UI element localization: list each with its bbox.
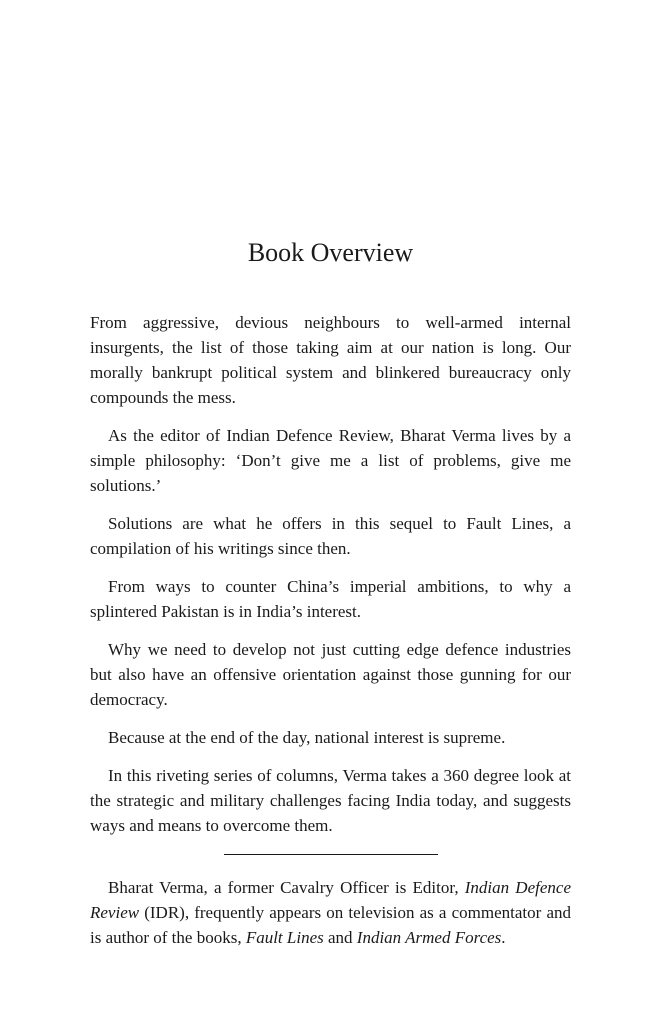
bio-title-fault-lines: Fault Lines [245, 928, 324, 947]
paragraph: Solutions are what he offers in this sequel to Fault Lines, a compilation of his writings since then. [90, 514, 571, 558]
bio-text: (IDR), frequently appears on television as a commentator and is author of the books, [90, 903, 571, 947]
paragraph: From aggressive, devious neighbours to well-armed internal insurgents, the list of those taking aim at our nation is long. Our morally bankrupt political system and blinkered bureaucracy only compounds the mess. [90, 313, 571, 407]
paragraph: From ways to counter China’s imperial ambitions, to why a splintered Pakistan is in India’s interest. [90, 577, 571, 621]
paragraph: Why we need to develop not just cutting edge defence industries but also have an offensive orientation against those gunning for our democracy. [90, 640, 571, 709]
bio-title-armed-forces: Indian Armed Forces [356, 928, 502, 947]
paragraph: In this riveting series of columns, Verma takes a 360 degree look at the strategic and military challenges facing India today, and suggests ways and means to overcome them. [90, 766, 571, 835]
page-title: Book Overview [247, 238, 414, 267]
paragraph: Because at the end of the day, national interest is supreme. [108, 728, 506, 747]
bio-text: Bharat Verma, a former Cavalry Officer is Editor, [108, 878, 465, 897]
bio-text: . [501, 928, 506, 947]
divider [224, 854, 438, 855]
overview-body [90, 310, 571, 963]
bio-text: and [323, 928, 357, 947]
bio-title-idr: Indian Defence Review [90, 878, 571, 922]
paragraph: As the editor of Indian Defence Review, Bharat Verma lives by a simple philosophy: ‘Don’t give me a list of problems, give me solutions.’ [90, 426, 571, 495]
author-bio [90, 875, 571, 950]
